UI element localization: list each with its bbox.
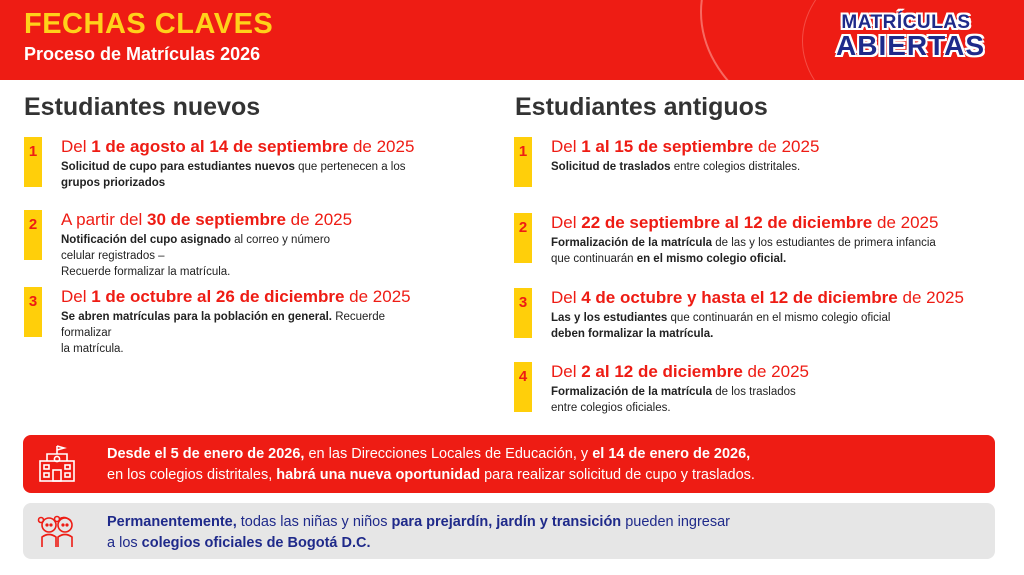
- bold-text: Desde el 5 de enero de 2026,: [107, 446, 305, 462]
- matriculas-abiertas-logo: [836, 12, 986, 62]
- date-range-text: Del: [61, 137, 92, 156]
- date-range-text: Del: [551, 137, 582, 156]
- bold-text: en el mismo colegio oficial.: [636, 253, 787, 265]
- date-item-body: [61, 137, 414, 191]
- date-description: [61, 159, 414, 191]
- date-item-body: [61, 287, 411, 357]
- text: en los colegios distritales,: [107, 467, 277, 483]
- date-item-body: [551, 213, 938, 267]
- step-number-badge: 3: [514, 288, 532, 338]
- permanent-enrollment-text: [107, 512, 730, 554]
- bold-text: Las y los estudiantes: [551, 312, 668, 324]
- permanent-enrollment-banner: [23, 503, 995, 559]
- text: que continuarán: [551, 253, 637, 265]
- step-number-badge: 1: [24, 137, 42, 187]
- date-range: [551, 362, 809, 382]
- text: al correo y número celular registrados –: [61, 234, 331, 262]
- text: que continuarán en el mismo colegio oficial: [667, 312, 891, 324]
- step-number-badge: 2: [24, 210, 42, 260]
- bold-text: Formalización de la matrícula: [551, 386, 713, 398]
- date-item-body: [551, 137, 819, 175]
- bold-text: Solicitud de traslados: [551, 161, 671, 173]
- date-range: [551, 288, 964, 308]
- text: la matrícula.: [61, 343, 124, 355]
- bold-text: Permanentemente,: [107, 514, 237, 530]
- text: entre colegios oficiales.: [551, 402, 671, 414]
- date-range-bold: 1 de agosto al 14 de septiembre: [91, 137, 349, 156]
- date-range: [61, 287, 411, 307]
- bold-text: Solicitud de cupo para estudiantes nuevos: [61, 161, 295, 173]
- date-description: [551, 235, 938, 267]
- text: de las y los estudiantes de primera infancia: [712, 237, 936, 249]
- text: en las Direcciones Locales de Educación, y: [304, 446, 593, 462]
- text: pueden ingresar: [621, 514, 730, 530]
- children-icon: [37, 513, 77, 551]
- date-range: [61, 210, 352, 230]
- date-item-body: [551, 288, 964, 342]
- page-title: FECHAS CLAVES: [24, 8, 274, 40]
- date-item-body: [551, 362, 809, 416]
- step-number-badge: 1: [514, 137, 532, 187]
- text: Recuerde formalizar: [61, 311, 386, 339]
- logo-line-1: MATRÍCULAS: [841, 12, 971, 33]
- text: que pertenecen a los: [294, 161, 406, 173]
- date-range-bold: 2 al 12 de diciembre: [581, 362, 743, 381]
- date-range-bold: 1 al 15 de septiembre: [581, 137, 754, 156]
- date-range: [551, 137, 819, 157]
- date-description: [551, 384, 809, 416]
- logo-line-2: ABIERTAS: [836, 30, 986, 61]
- date-range-text: de 2025: [897, 288, 964, 307]
- date-range-text: de 2025: [344, 287, 411, 306]
- bold-text: Formalización de la matrícula: [551, 237, 713, 249]
- step-number-badge: 4: [514, 362, 532, 412]
- date-range: [61, 137, 414, 157]
- text: Recuerde formalizar la matrícula.: [61, 266, 231, 278]
- date-range-text: de 2025: [285, 210, 353, 229]
- date-range-text: Del: [61, 287, 92, 306]
- date-item-body: [61, 210, 352, 280]
- header-bar: [0, 0, 1024, 80]
- section-title-nuevos: Estudiantes nuevos: [24, 93, 261, 121]
- step-number-badge: 2: [514, 213, 532, 263]
- text: todas las niñas y niños: [236, 514, 392, 530]
- date-description: [551, 159, 819, 175]
- date-range-bold: 4 de octubre y hasta el 12 de diciembre: [581, 288, 898, 307]
- date-description: [551, 310, 964, 342]
- date-range-bold: 30 de septiembre: [147, 210, 286, 229]
- date-range-text: A partir del: [61, 210, 147, 229]
- school-building-icon: [37, 445, 77, 483]
- bold-text: grupos priorizados: [61, 177, 166, 189]
- bold-text: colegios oficiales de Bogotá D.C.: [141, 535, 371, 551]
- date-range-text: Del: [551, 362, 582, 381]
- date-range-text: de 2025: [872, 213, 939, 232]
- date-range-bold: 1 de octubre al 26 de diciembre: [91, 287, 345, 306]
- bold-text: habrá una nueva oportunidad: [276, 467, 481, 483]
- new-opportunity-text: [107, 444, 755, 486]
- date-range-text: Del: [551, 213, 582, 232]
- page-subtitle: Proceso de Matrículas 2026: [24, 44, 261, 64]
- bold-text: Notificación del cupo asignado: [61, 234, 231, 246]
- step-number-badge: 3: [24, 287, 42, 337]
- bold-text: Se abren matrículas para la población en general.: [61, 311, 332, 323]
- text: a los: [107, 535, 142, 551]
- date-description: [61, 309, 411, 357]
- text: de los traslados: [712, 386, 796, 398]
- date-range: [551, 213, 938, 233]
- bold-text: deben formalizar la matrícula.: [551, 328, 714, 340]
- date-range-text: de 2025: [753, 137, 820, 156]
- bold-text: el 14 de enero de 2026,: [592, 446, 751, 462]
- section-title-antiguos: Estudiantes antiguos: [515, 93, 768, 121]
- bold-text: para prejardín, jardín y transición: [391, 514, 622, 530]
- text: entre colegios distritales.: [670, 161, 801, 173]
- text: para realizar solicitud de cupo y traslados.: [480, 467, 755, 483]
- date-description: [61, 232, 352, 280]
- date-range-text: de 2025: [742, 362, 810, 381]
- date-range-bold: 22 de septiembre al 12 de diciembre: [581, 213, 873, 232]
- date-range-text: de 2025: [348, 137, 415, 156]
- new-opportunity-banner: [23, 435, 995, 493]
- date-range-text: Del: [551, 288, 582, 307]
